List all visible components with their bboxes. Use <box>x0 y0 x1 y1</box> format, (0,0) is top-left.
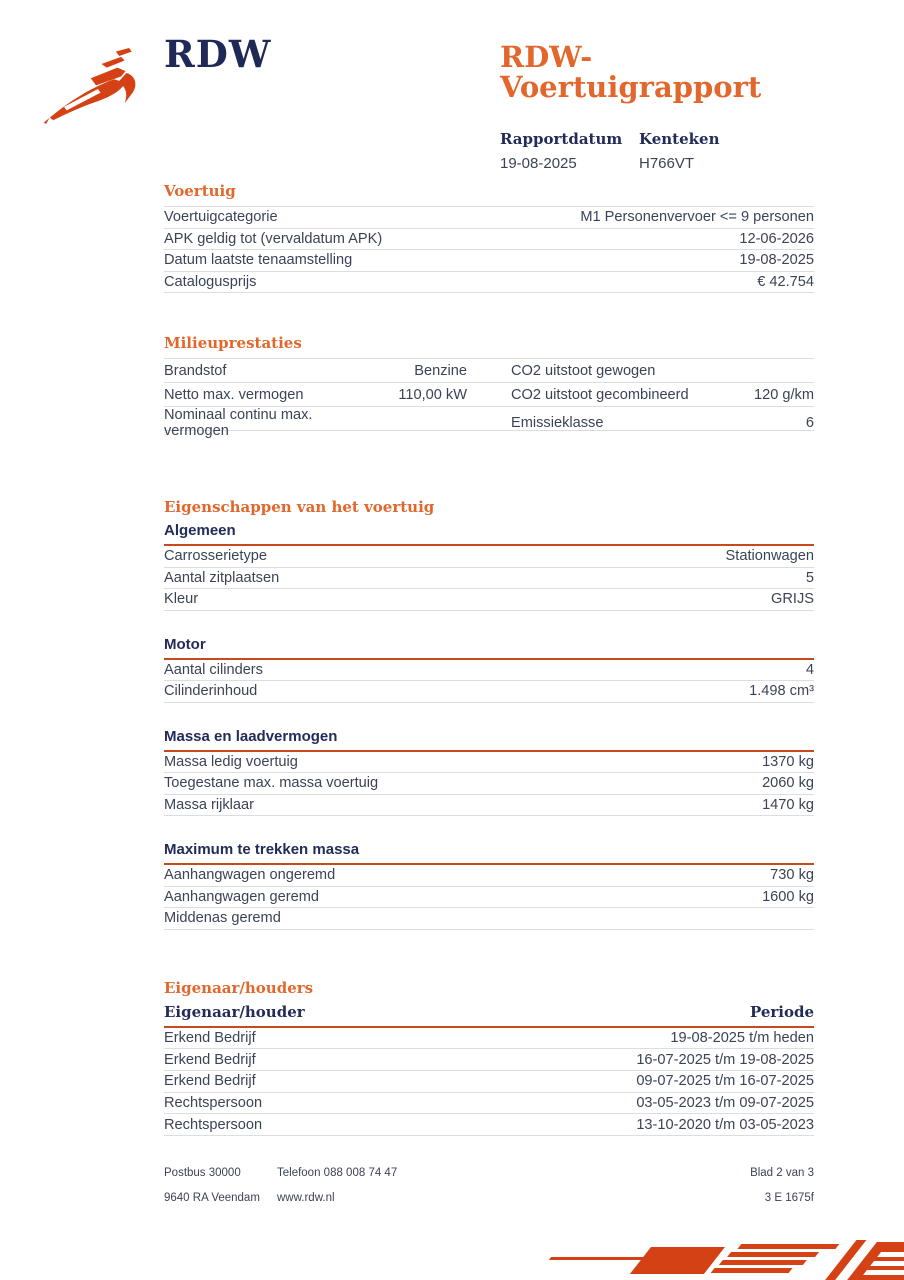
column-header-owner: Eigenaar/houder <box>164 1002 305 1021</box>
owner-name: Rechtspersoon <box>164 1116 263 1133</box>
table-row <box>164 865 814 887</box>
page-footer <box>164 1167 814 1204</box>
section-heading-voertuig: Voertuig <box>164 182 236 200</box>
row-value: 6 <box>805 415 814 431</box>
report-date-value: 19-08-2025 <box>500 154 577 172</box>
table-row <box>164 1093 814 1115</box>
footer-website: www.rdw.nl <box>277 1192 335 1204</box>
row-value: M1 Personenvervoer <= 9 personen <box>580 209 814 226</box>
subsection-motor <box>164 636 814 703</box>
rdw-wing-icon <box>38 48 156 130</box>
document-header <box>500 42 840 172</box>
table-row <box>164 1028 814 1050</box>
table-row <box>164 250 814 272</box>
report-content <box>164 182 814 1136</box>
row-value: 730 kg <box>770 867 814 884</box>
report-date-block <box>500 130 639 172</box>
row-value: 1370 kg <box>762 753 814 770</box>
rdw-wordmark: RDW <box>164 32 272 76</box>
row-label: CO2 uitstoot gecombineerd <box>511 386 689 403</box>
owner-name: Erkend Bedrijf <box>164 1051 256 1068</box>
row-label: Brandstof <box>164 362 227 379</box>
row-label: Massa ledig voertuig <box>164 753 298 770</box>
subsection-algemeen <box>164 522 814 611</box>
owner-period: 13-10-2020 t/m 03-05-2023 <box>636 1116 814 1133</box>
row-label: Voertuigcategorie <box>164 209 278 226</box>
owner-name: Erkend Bedrijf <box>164 1073 256 1090</box>
subsection-heading-motor: Motor <box>164 635 206 653</box>
row-label: Aanhangwagen ongeremd <box>164 867 336 884</box>
section-milieuprestaties <box>164 334 814 439</box>
row-label: Aanhangwagen geremd <box>164 888 319 905</box>
section-eigenaren <box>164 979 814 1136</box>
row-label: Datum laatste tenaamstelling <box>164 252 353 269</box>
table-row <box>164 908 814 930</box>
row-label: Emissieklasse <box>511 415 604 431</box>
column-header-period: Periode <box>749 1002 814 1021</box>
subsection-heading-trekken: Maximum te trekken massa <box>164 841 360 858</box>
subsection-massa <box>164 728 814 817</box>
row-value: 120 g/km <box>753 386 814 403</box>
massa-table <box>164 750 814 817</box>
table-row <box>164 407 814 439</box>
row-label: Middenas geremd <box>164 910 281 927</box>
rdw-stripes-graphic <box>532 1238 904 1280</box>
table-row <box>164 1114 814 1136</box>
footer-address-line2: 9640 RA Veendam <box>164 1192 260 1204</box>
row-label: Aantal zitplaatsen <box>164 569 280 586</box>
milieuprestaties-table <box>164 358 814 439</box>
license-plate-label: Kenteken <box>639 129 720 148</box>
table-row <box>164 207 814 229</box>
table-row <box>164 272 814 294</box>
owner-table <box>164 1028 814 1136</box>
owner-table-header <box>164 1003 814 1028</box>
rdw-logo <box>38 32 272 130</box>
row-label: Kleur <box>164 591 199 608</box>
row-value: 5 <box>805 569 814 586</box>
table-row <box>164 229 814 251</box>
table-row <box>164 795 814 817</box>
row-value: 19-08-2025 <box>739 252 814 269</box>
row-value: Stationwagen <box>725 548 814 565</box>
footer-page-number: Blad 2 van 3 <box>750 1167 814 1179</box>
row-label: Nominaal continu max. vermogen <box>164 407 313 439</box>
owner-period: 16-07-2025 t/m 19-08-2025 <box>636 1051 814 1068</box>
owner-period: 09-07-2025 t/m 16-07-2025 <box>636 1073 814 1090</box>
report-title: RDW-Voertuigrapport <box>500 40 762 105</box>
algemeen-table <box>164 544 814 611</box>
license-plate-block <box>639 130 840 172</box>
table-row <box>164 568 814 590</box>
row-label: Carrosserietype <box>164 548 268 565</box>
row-value: 1.498 cm³ <box>749 683 814 700</box>
owner-name: Erkend Bedrijf <box>164 1029 256 1046</box>
table-row <box>164 773 814 795</box>
table-row <box>164 887 814 909</box>
row-label: Massa rijklaar <box>164 796 255 813</box>
table-row <box>164 1049 814 1071</box>
section-eigenschappen <box>164 498 814 930</box>
table-row <box>164 589 814 611</box>
row-label: Netto max. vermogen <box>164 386 304 403</box>
row-value: GRIJS <box>771 591 814 608</box>
section-heading-eigenaren: Eigenaar/houders <box>164 978 314 997</box>
footer-doc-code: 3 E 1675f <box>764 1192 814 1204</box>
row-value: 12-06-2026 <box>739 230 814 247</box>
subsection-heading-massa: Massa en laadvermogen <box>164 727 338 745</box>
table-row <box>164 752 814 774</box>
table-row <box>164 546 814 568</box>
row-value: 110,00 kW <box>398 386 467 403</box>
table-row <box>164 359 814 383</box>
section-heading-eigenschappen: Eigenschappen van het voertuig <box>164 498 435 516</box>
voertuig-table <box>164 206 814 293</box>
table-row <box>164 383 814 407</box>
row-label: CO2 uitstoot gewogen <box>511 362 656 379</box>
section-voertuig <box>164 182 814 293</box>
rdw-stripes-icon <box>532 1238 904 1280</box>
footer-phone: Telefoon 088 008 74 47 <box>277 1167 398 1179</box>
row-label: Catalogusprijs <box>164 273 257 290</box>
subsection-heading-algemeen: Algemeen <box>164 522 236 539</box>
footer-address-line1: Postbus 30000 <box>164 1167 241 1179</box>
row-label: Toegestane max. massa voertuig <box>164 775 379 792</box>
license-plate-value: H766VT <box>639 154 695 172</box>
row-label: Aantal cilinders <box>164 661 263 678</box>
table-row <box>164 1071 814 1093</box>
owner-name: Rechtspersoon <box>164 1094 263 1111</box>
row-value: 4 <box>805 661 814 678</box>
row-value: 1470 kg <box>762 796 814 813</box>
subsection-trekken <box>164 841 814 930</box>
motor-table <box>164 658 814 703</box>
row-label: Cilinderinhoud <box>164 683 258 700</box>
owner-period: 19-08-2025 t/m heden <box>670 1029 814 1046</box>
table-row <box>164 660 814 682</box>
trekken-table <box>164 863 814 930</box>
owner-period: 03-05-2023 t/m 09-07-2025 <box>636 1094 814 1111</box>
table-row <box>164 681 814 703</box>
row-value: 1600 kg <box>762 888 814 905</box>
row-value: € 42.754 <box>757 273 814 290</box>
row-value: Benzine <box>414 362 467 379</box>
row-label: APK geldig tot (vervaldatum APK) <box>164 230 383 247</box>
section-heading-milieuprestaties: Milieuprestaties <box>164 334 302 352</box>
row-value: 2060 kg <box>762 775 814 792</box>
report-date-label: Rapportdatum <box>500 129 623 148</box>
report-meta <box>500 130 840 172</box>
